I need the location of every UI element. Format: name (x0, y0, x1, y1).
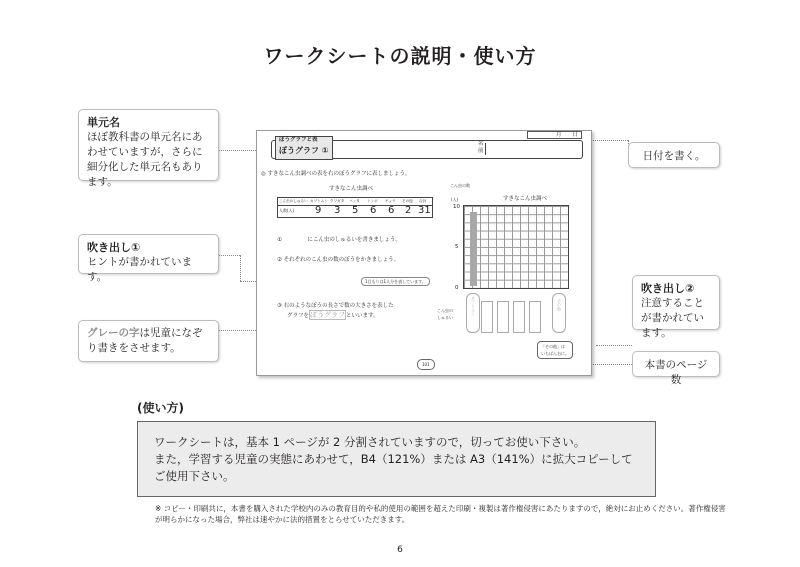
sheet-date-box (527, 131, 582, 139)
callout-speech1 (78, 234, 219, 283)
sheet-data-table (277, 197, 433, 218)
sheet-table-value-6: 31 (418, 205, 431, 216)
sheet-q3: ③ 右のようなぼうの長さで数の大きさを表した (277, 303, 394, 309)
callout-speech1-heading: 吹き出し① (87, 241, 141, 254)
sheet-graph-tick-0: 0 (455, 285, 459, 291)
usage-line-2: また，学習する児童の実態にあわせて，B4（121%）または A3（141%）に拡大コピーしてご使用下さい。 (154, 452, 633, 483)
sheet-q3c: といいます。 (346, 313, 379, 319)
sheet-x-box-5 (529, 301, 541, 333)
callout-gray-text (78, 320, 219, 362)
callout-date-body: 日付を書く。 (642, 150, 706, 162)
sheet-x-label: こん虫の しゅるい (437, 308, 453, 320)
callout-speech1-body: ヒントが書かれています。 (87, 256, 192, 283)
sheet-graph-tick-5: 5 (455, 244, 459, 250)
sheet-q3b: グラフを (287, 313, 310, 319)
sheet-x-box-3 (497, 301, 509, 333)
callout-unit-name (78, 109, 219, 188)
sheet-table-header-2: クワガタ (330, 199, 345, 203)
sheet-table-title: すきなこん虫調べ (329, 186, 374, 192)
sheet-x-cat1: カブトムシ (471, 296, 476, 316)
callout-speech2-body: 注意することが書かれています。 (641, 297, 704, 339)
sheet-table-header-0: こん虫のしゅるい (279, 199, 308, 203)
sheet-q2-hint: 1目もりは1人分を表しています。 (361, 277, 430, 286)
sheet-x-box-2 (481, 301, 493, 333)
sheet-graph-unit: (人) (451, 197, 459, 202)
sheet-x-box-4 (513, 301, 525, 333)
sheet-bar-graph-grid (463, 205, 569, 289)
sheet-bar-kabutomushi (470, 212, 477, 286)
callout-speech2-heading: 吹き出し② (641, 282, 695, 295)
sheet-bubble2: 「その他」は いちばん右に。 (537, 341, 573, 359)
sheet-table-value-2: 5 (352, 205, 359, 216)
sheet-table-row-label: 人数(人) (279, 208, 295, 213)
sheet-table-header-7: 合計 (419, 199, 427, 203)
sheet-graph-title: すきなこん虫調べ (503, 196, 548, 202)
connector-speech2 (596, 345, 632, 346)
sheet-table-header-5: チョウ (385, 199, 396, 203)
sheet-table-value-0: 9 (315, 205, 322, 216)
callout-page-num (632, 351, 720, 386)
sheet-name-line (485, 143, 580, 155)
sheet-table-value-1: 3 (334, 205, 341, 216)
callout-gray-text-rest: は児童になぞり書きをさせます。 (87, 327, 203, 354)
sheet-table-header-6: その他 (402, 199, 413, 203)
sheet-x-cat-last: その他 (557, 299, 562, 311)
worksheet-preview (256, 130, 592, 376)
sheet-table-value-4: 6 (388, 205, 395, 216)
sheet-date-label: 月 日 (555, 132, 578, 138)
callout-page-num-body: 本書のページ数 (644, 359, 708, 386)
sheet-unit-small: ぼうグラフと表 (279, 137, 318, 143)
sheet-name-label: 名 (478, 141, 484, 147)
sheet-name-label2: 前 (478, 148, 484, 154)
sheet-table-header-3: バッタ (349, 199, 360, 203)
sheet-table-value-5: 2 (405, 205, 412, 216)
connector-speech1-v (240, 255, 241, 281)
copyright-note: ※ コピー・印刷共に，本書を購入された学校内のみの教育目的や私的使用の範囲を超えた印刷・複製は著作権侵害にあたりますので，絶対にお止めください。著作権侵害が明らかになった場合，弊社は速やかに法的措置をとらせていただきます。 (155, 504, 726, 524)
callout-date (628, 142, 720, 168)
sheet-graph-tick-10: 10 (453, 204, 460, 210)
usage-heading: (使い方) (137, 401, 184, 415)
sheet-q3-trace: ぼうグラフ (310, 311, 346, 319)
callout-speech2 (632, 275, 720, 339)
sheet-table-header-4: トンボ (367, 199, 378, 203)
sheet-q2: ② それぞれのこん虫の数のぼうをかきましょう。 (277, 257, 400, 263)
sheet-unit-big: ぼうグラフ ① (279, 146, 329, 155)
page-number: 6 (397, 545, 403, 555)
sheet-page-no: 101 (417, 359, 435, 370)
callout-unit-name-heading: 単元名 (87, 116, 120, 129)
sheet-q1: ① にこん虫のしゅるいを書きましょう。 (277, 237, 401, 243)
sheet-graph-unit-label: こん虫の数 (450, 183, 470, 188)
sheet-table-value-3: 6 (370, 205, 377, 216)
callout-unit-name-body: ほぼ教科書の単元名にあわせていますが，さらに細分化した単元名もあります。 (87, 131, 203, 188)
sheet-table-header-1: カブトムシ (310, 199, 328, 203)
callout-gray-text-highlight: グレーの字 (87, 327, 140, 339)
usage-line-1: ワークシートは，基本 1 ページが 2 分割されていますので，切ってお使い下さい。 (154, 435, 586, 449)
connector-speech1 (218, 255, 240, 256)
sheet-q-main: ◎ すきなこん虫調べの表を右のぼうグラフに表しましょう。 (261, 171, 411, 177)
connector-date (590, 140, 628, 141)
page-title: ワークシートの説明・使い方 (263, 44, 537, 68)
usage-box (137, 421, 656, 497)
